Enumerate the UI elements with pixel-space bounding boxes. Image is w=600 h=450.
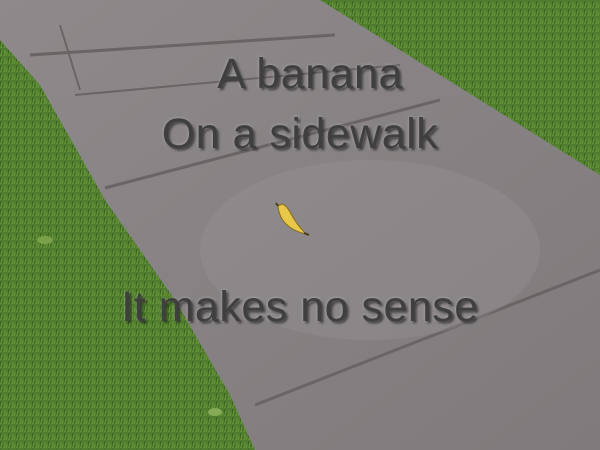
leaf — [208, 408, 222, 416]
caption-line-1: A banana — [217, 50, 403, 98]
caption-line-3: It makes no sense — [121, 283, 479, 331]
leaf — [37, 236, 53, 244]
caption-line-2: On a sidewalk — [161, 110, 439, 158]
